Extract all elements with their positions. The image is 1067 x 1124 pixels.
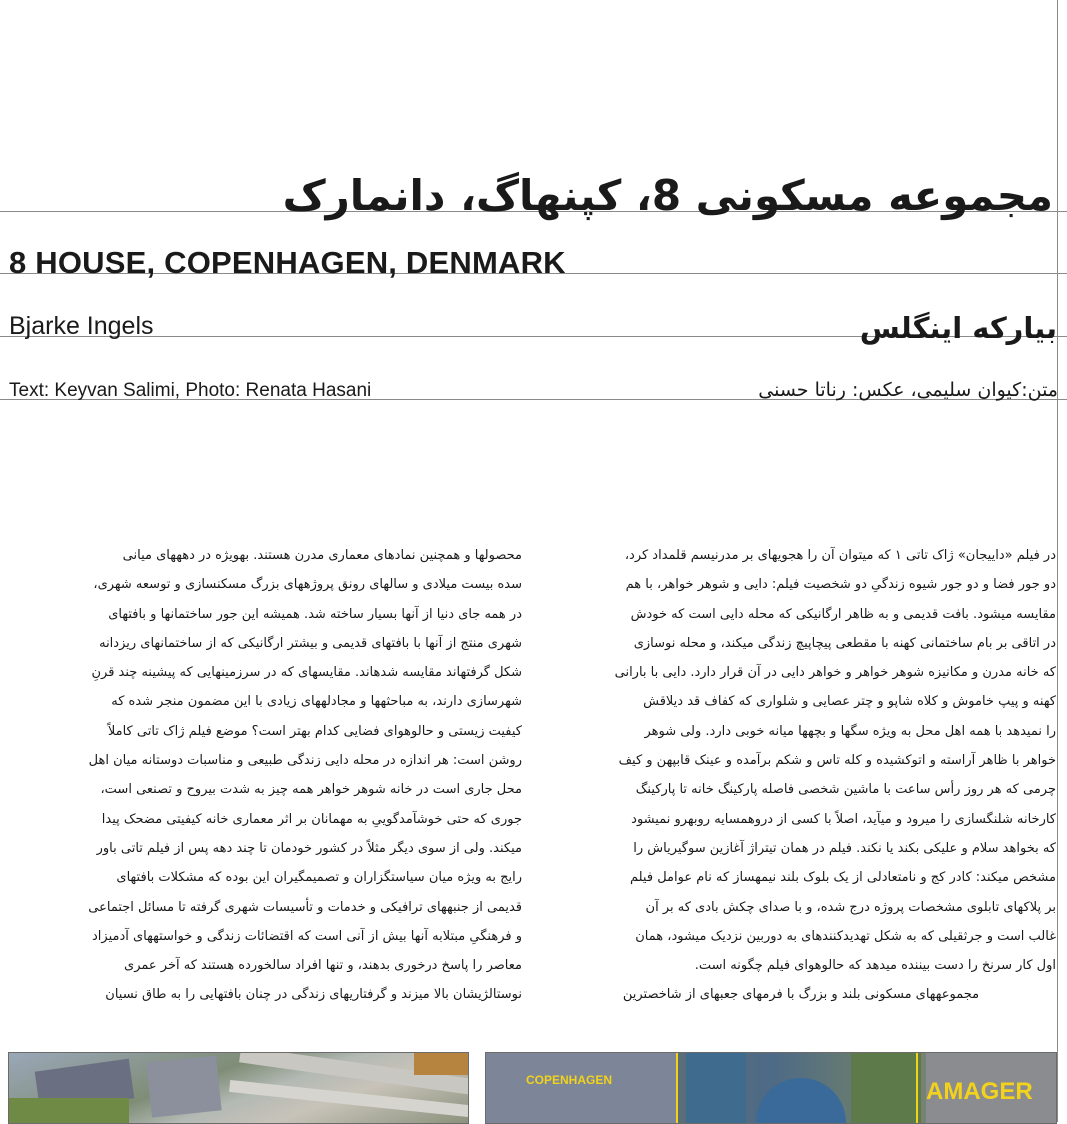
body-line: که خانه مدرن و مکانیزه شوهر خواهر و خواهر دایی در آن قرار دارد. دایی با بارانی: [614, 665, 1056, 681]
body-line: محل جاری است در خانه شوهر خواهر همه چیز به شدت بیروح و تصنعی است،: [100, 782, 522, 798]
body-line: در اتاقی بر بام ساختمانی کهنه با مقطعی پیچاپیچ زندگی میکند، و محله نوسازی: [633, 635, 1056, 651]
body-line: چرمی که هر روز رأس ساعت با ماشین شخصی فاصله پارکینگ خانه تا پارکینگ: [635, 782, 1056, 798]
road: [916, 1053, 918, 1123]
aerial-photo: [8, 1052, 469, 1124]
credit-en: Text: Keyvan Salimi, Photo: Renata Hasani: [9, 380, 372, 401]
body-line: رایج به ویژه میان سیاستگزاران و تصمیمگیران این بوده که مشکلات بافتهای: [116, 870, 522, 886]
body-line: روشن است: هر اندازه در محله دایی زندگی طبیعی و مناسبات دوستانه میان اهل: [88, 753, 522, 769]
body-line: دو جور فضا و دو جور شیوه زندگیِ دو شخصیت فیلم: دایی و شوهر خواهر، با هم: [625, 577, 1056, 593]
body-line: مجموعههای مسکونی بلند و بزرگ با فرمهای جعبهای از شاخصترین: [622, 987, 980, 1003]
body-line: و فرهنگیِ مبتلابه آنها بیش از آنی است که اقتضائات زندگی و خواستههای آدمیزاد: [92, 928, 522, 944]
body-line: بر پلاکهای تابلوی مشخصات پروژه درج شده، و با صدای چکش بادی که بر آن: [645, 899, 1056, 915]
body-line: قدیمی از جنبههای ترافیکی و خدمات و تأسیسات شهری گرفته تا مسائل اجتماعی: [88, 899, 522, 915]
body-line: مقایسه میشود. بافت قدیمی و به ظاهر ارگانیکی که محله دایی است که خودش: [630, 606, 1056, 622]
map-label-city: COPENHAGEN: [526, 1073, 613, 1087]
building-block: [146, 1055, 221, 1117]
map-label-district: AMAGER: [926, 1078, 1033, 1105]
body-line: محصولها و همچنین نمادهای معماری مدرن هستند. بهویژه در دهههای میانی: [122, 548, 522, 563]
body-line: شکل گرفتهاند مقایسه شدهاند. مقایسهای که در سرزمینهایی که پیشینه چند قرنِ: [91, 665, 522, 681]
page-edge-rule: [1057, 0, 1058, 1122]
body-line: کارخانه شلنگسازی را میرود و میآید، اصلاً با کسی از دروهمسایه روبهرو نمیشود: [631, 811, 1056, 827]
body-line: که بخواهد سلام و علیکی بکند یا نکند. فیلم در همان تیتراژ آغازین سوگیریاش را: [633, 840, 1056, 856]
body-line: را نمیدهد با همه اهل محل به ویژه سگها و بچهها میانه خوبی دارد. ولی شوهر: [644, 723, 1056, 739]
urban-area: [486, 1053, 676, 1123]
page-title-fa: مجموعه مسکونی 8، کپنهاگ، دانمارک: [282, 171, 1053, 220]
body-line: کیفیت زیستی و حالوهوای فضایی کدام بهتر است؟ موضع فیلم ژاک تاتی کاملاً: [107, 723, 522, 739]
body-line: مشخص میکند: کادر کج و نامتعادلی از یک بلوک بلند نیمهساز که نام عوامل فیلم: [629, 870, 1056, 886]
body-line: سده بیست میلادی و سالهای رونق پروژههای بزرگ مسکنسازی و توسعه شهری،: [93, 577, 522, 593]
author-en: Bjarke Ingels: [9, 312, 154, 340]
body-line: شهری منتج از آنها با بافتهای قدیمی و بیشتر ارگانیکی که از ساختمانهای ریزدانه: [99, 635, 522, 651]
body-line: اول کار سرنخ را دست بیننده میدهد که حالوهوای فیلم چگونه است.: [694, 958, 1056, 974]
body-line: میکند. ولی از سوی دیگر مثلاً در کشور خودمان تا چند دهه پس از فیلم تاتی باور: [96, 840, 522, 856]
body-line: غالب است و جرثقیلی که به شکل تهدیدکنندهای به دوربین نزدیک میشود، همان: [635, 928, 1056, 944]
body-line: نوستالژیشان بالا میزند و گرفتاریهای زندگی در چنان بافتهایی را به طاق نسیان: [105, 987, 522, 1003]
lake: [756, 1078, 846, 1123]
green-area: [9, 1098, 129, 1124]
page-title-en: 8 HOUSE, COPENHAGEN, DENMARK: [9, 245, 566, 280]
author-fa: بیارکه اینگلس: [859, 311, 1057, 345]
body-line: شهرسازی دارند، به مباحثهها و مجادلههای زیادی با این مضمون منجر شده که: [111, 694, 522, 710]
body-line: کهنه و پیپ خاموش و کلاه شاپو و چتر عصایی و شلواری که کفاف قد دیلاقش: [643, 694, 1056, 710]
body-line: در فیلم «داییجان» ژاک تاتی ۱ که میتوان آن را هجویهای بر مدرنیسم قلمداد کرد،: [624, 548, 1056, 563]
green-area: [851, 1053, 921, 1123]
body-column-right: [546, 541, 1056, 1010]
map-photo: [485, 1052, 1057, 1124]
road: [676, 1053, 678, 1123]
body-column-left: [8, 541, 522, 1010]
rooftop: [414, 1053, 469, 1075]
body-line: معاصر را پاسخ درخوری بدهند، و تنها افراد سالخورده هستند که آخر عمری: [124, 958, 522, 974]
credit-fa: متن:کیوان سلیمی، عکس: رناتا حسنی: [758, 379, 1058, 401]
body-line: در همه جای دنیا از آنها بسیار ساخته شد. همیشه این جور ساختمانها و بافتهای: [108, 606, 522, 622]
body-line: خواهر با ظاهر آراسته و اتوکشیده و کله تاس و شکم برآمده و عینک قابپهن و کیف: [618, 753, 1056, 769]
body-line: جوری که حتی خوشآمدگوییِ به مهمانان بر اثر معماری خانه کیفیتی مضحک پیدا: [101, 811, 522, 827]
water-channel: [686, 1053, 746, 1123]
